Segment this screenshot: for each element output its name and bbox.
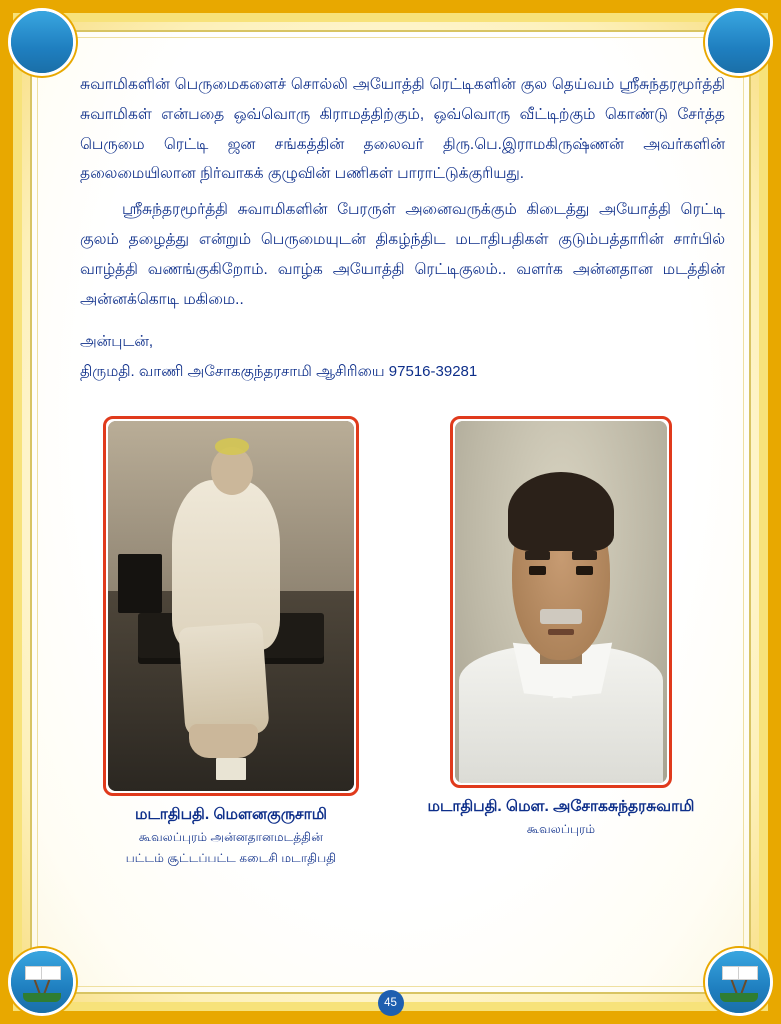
photo-block-right xyxy=(416,416,706,868)
photo-image-seated-swami xyxy=(108,421,354,791)
medallion-sky-background xyxy=(708,11,770,73)
closing-line: அன்புடன், xyxy=(80,332,154,350)
body-paragraph-2: ஸ்ரீசுந்தரமூர்த்தி சுவாமிகளின் பேரருள் அனைவருக்கும் கிடைத்து அயோத்தி ரெட்டி குலம் தழைத்து என்றும் பெருமையுடன் திகழ்ந்திட மடாதிபதிகள் குடும்பத்தாரின் சார்பில் வாழ்த்தி வணங்குகிறோம். வாழ்க அயோத்தி ரெட்டிகுலம்.. வளர்க அன்னதான மடத்தின் அன்னக்கொடி மகிமை.. xyxy=(80,201,725,308)
photo-frame-right xyxy=(450,416,672,788)
crossed-flags-icon xyxy=(19,962,65,1002)
page-content xyxy=(48,48,733,976)
top-left-portrait-medallion xyxy=(8,8,76,76)
bottom-right-flags-medallion xyxy=(705,948,773,1016)
bottom-left-flags-medallion xyxy=(8,948,76,1016)
photo-block-left xyxy=(76,416,386,868)
photo-row xyxy=(48,416,733,868)
top-right-portrait-medallion xyxy=(705,8,773,76)
medallion-sky-background xyxy=(11,11,73,73)
body-paragraph-1: சுவாமிகளின் பெருமைகளைச் சொல்லி அயோத்தி ரெட்டிகளின் குல தெய்வம் ஸ்ரீசுந்தரமூர்த்தி சுவாமிகள் என்பதை ஒவ்வொரு கிராமத்திற்கும், ஒவ்வொரு வீட்டிற்கும் கொண்டு சேர்த்த பெருமை ரெட்டி ஜன சங்கத்தின் தலைவர் திரு.பெ.இராமகிருஷ்ணன் அவர்களின் தலைமையிலான நிர்வாகக் குழுவின் பணிகள் பாராட்டுக்குரியது. xyxy=(80,76,725,183)
photo-caption-title-right: மடாதிபதி. மௌ. அசோகசுந்தரசுவாமி xyxy=(427,798,695,815)
photo-caption-subline-1-right: கூவலப்புரம் xyxy=(526,821,596,836)
page-number-badge: 45 xyxy=(378,990,404,1016)
crossed-flags-icon xyxy=(716,962,762,1002)
photo-image-portrait-man xyxy=(455,421,667,783)
photo-caption-title-left: மடாதிபதி. மௌனகுருசாமி xyxy=(135,806,327,823)
photo-caption-subline-1-left: கூவலப்புரம் அன்னதானமடத்தின் xyxy=(138,829,324,844)
signatory-line: திருமதி. வாணி அசோககுந்தரசாமி ஆசிரியை 97516-39281 xyxy=(80,362,478,380)
photo-frame-left xyxy=(103,416,359,796)
photo-caption-subline-2-left: பட்டம் சூட்டப்பட்ட கடைசி மடாதிபதி xyxy=(125,850,337,865)
